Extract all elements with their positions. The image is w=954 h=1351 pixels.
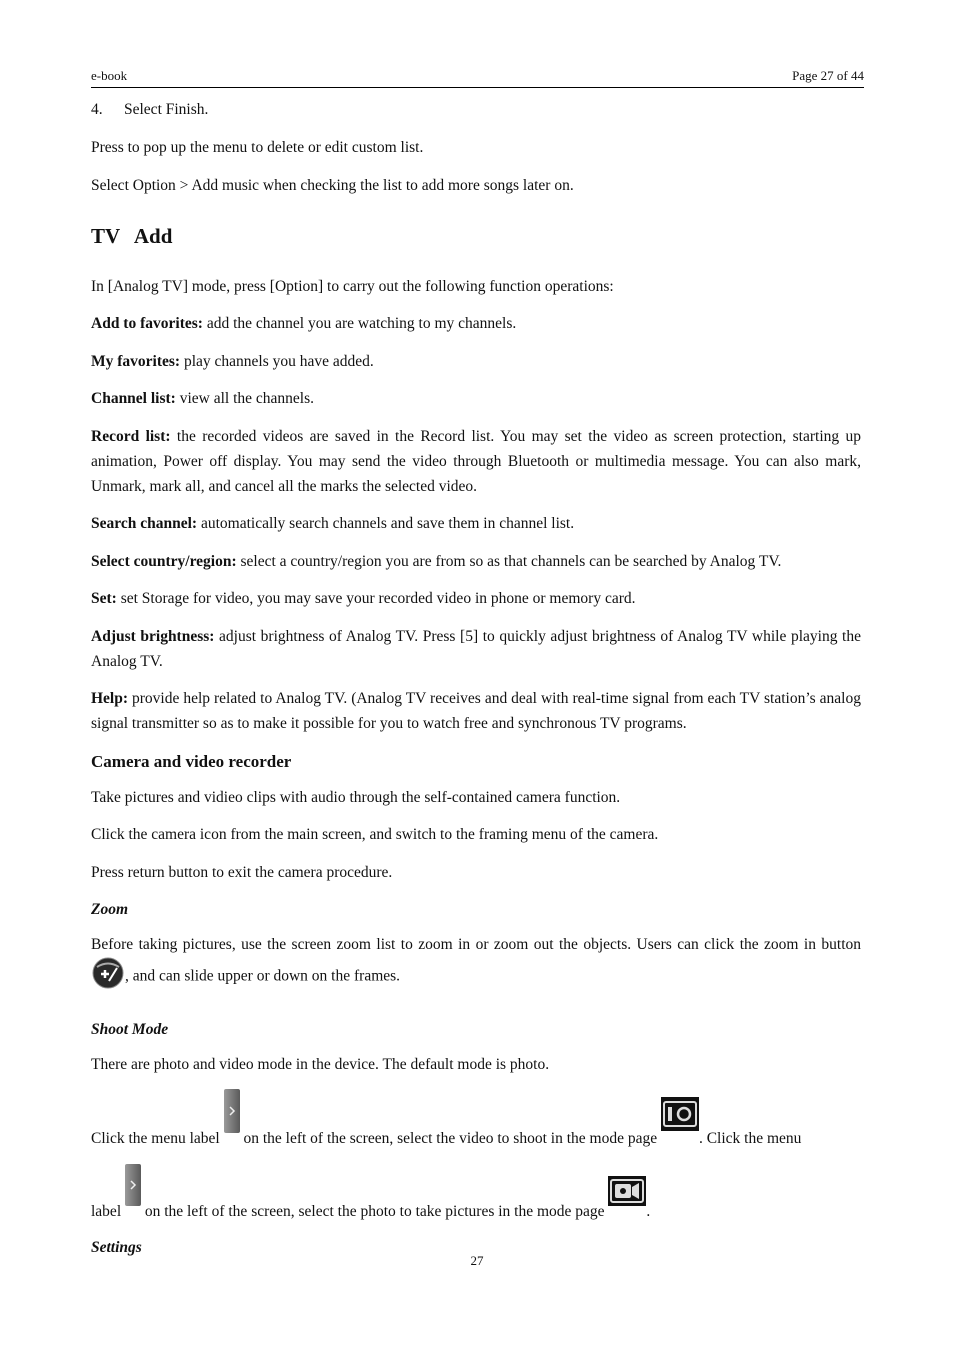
tv-item-term: Adjust brightness: bbox=[91, 627, 215, 645]
photo-mode-icon bbox=[661, 1097, 699, 1152]
step-text: Select Finish. bbox=[124, 101, 209, 118]
tv-item-text: provide help related to Analog TV. (Analog TV receives and deal with real-time signal from each TV station’s analog signal transmitter so as to make it possible for you to watch free and synchronous TV programs. bbox=[91, 690, 861, 732]
tv-intro: In [Analog TV] mode, press [Option] to carry out the following function operations: bbox=[91, 277, 614, 295]
shoot-mode-heading: Shoot Mode bbox=[91, 1021, 169, 1038]
tv-item-term: Set: bbox=[91, 590, 117, 607]
tv-item bbox=[91, 424, 861, 499]
settings-heading: Settings bbox=[91, 1239, 142, 1256]
camera-paragraph: Take pictures and vidieo clips with audio through the self-contained camera function. bbox=[91, 788, 621, 806]
tv-item-term: Channel list: bbox=[91, 390, 176, 407]
menu-tab-icon bbox=[224, 1089, 240, 1154]
shoot-text: . Click the menu bbox=[698, 1130, 802, 1147]
tv-item-term: Record list: bbox=[91, 427, 171, 445]
tv-heading: TV Add bbox=[91, 223, 173, 248]
shoot-text: on the left of the screen, select the video to shoot in the mode page bbox=[239, 1130, 661, 1147]
zoom-paragraph bbox=[91, 932, 861, 997]
intro-paragraph: Press to pop up the menu to delete or edit custom list. bbox=[91, 139, 424, 156]
shoot-text: Click the menu label bbox=[91, 1130, 224, 1147]
tv-item bbox=[91, 624, 861, 674]
tv-item bbox=[91, 586, 861, 611]
tv-item-text: automatically search channels and save them in channel list. bbox=[197, 515, 575, 532]
tv-item-text: adjust brightness of Analog TV. Press [5] to quickly adjust brightness of Analog TV while playing the Analog TV. bbox=[91, 627, 861, 670]
shoot-paragraph bbox=[91, 1164, 861, 1237]
intro-paragraph: Select Option > Add music when checking the list to add more songs later on. bbox=[91, 176, 574, 194]
tv-item-term: Help: bbox=[91, 690, 129, 707]
zoom-in-icon bbox=[91, 957, 125, 997]
tv-item-term: Search channel: bbox=[91, 515, 198, 532]
tv-item-text: play channels you have added. bbox=[180, 352, 374, 370]
tv-item bbox=[91, 686, 861, 736]
header-page-count: Page 27 of 44 bbox=[792, 68, 864, 83]
zoom-heading: Zoom bbox=[91, 901, 129, 918]
tv-item bbox=[91, 311, 861, 336]
tv-item-term: Add to favorites: bbox=[91, 315, 203, 332]
menu-tab-icon bbox=[125, 1164, 141, 1227]
camera-paragraph: Press return button to exit the camera procedure. bbox=[91, 863, 393, 881]
tv-item-text: the recorded videos are saved in the Record list. You may set the video as screen protection, starting up animation, Power off display. You may send the video through Bluetooth or multimedia message. You can also mark, Unmark, mark all, and cancel all the marks the selected video. bbox=[91, 427, 862, 495]
shoot-intro: There are photo and video mode in the device. The default mode is photo. bbox=[91, 1056, 550, 1073]
zoom-text: Before taking pictures, use the screen zoom list to zoom in or zoom out the objects. Users can click the zoom in button bbox=[91, 936, 861, 953]
step-number: 4. bbox=[91, 101, 103, 118]
header-title: e-book bbox=[91, 68, 128, 83]
shoot-text: . bbox=[646, 1203, 651, 1220]
zoom-text: , and can slide upper or down on the frames. bbox=[125, 967, 401, 985]
step-4 bbox=[91, 97, 861, 122]
page-content bbox=[91, 97, 861, 1270]
page-number: 27 bbox=[470, 1253, 484, 1268]
tv-item-term: My favorites: bbox=[91, 352, 181, 370]
shoot-text: on the left of the screen, select the photo to take pictures in the mode page bbox=[141, 1203, 609, 1220]
tv-item bbox=[91, 349, 861, 374]
tv-item-text: add the channel you are watching to my channels. bbox=[202, 315, 517, 332]
tv-item-text: view all the channels. bbox=[175, 390, 315, 407]
tv-item bbox=[91, 549, 861, 574]
tv-item-term: Select country/region: bbox=[91, 552, 237, 570]
tv-item-text: select a country/region you are from so as that channels can be searched by Analog TV. bbox=[236, 552, 782, 570]
tv-item-text: set Storage for video, you may save your recorded video in phone or memory card. bbox=[116, 590, 636, 607]
video-mode-icon bbox=[608, 1176, 646, 1227]
tv-item bbox=[91, 386, 861, 411]
shoot-text: label bbox=[91, 1203, 125, 1220]
page-header bbox=[91, 68, 864, 88]
camera-paragraph: Click the camera icon from the main screen, and switch to the framing menu of the camera. bbox=[91, 826, 659, 843]
camera-heading: Camera and video recorder bbox=[91, 751, 292, 771]
tv-item bbox=[91, 511, 861, 536]
shoot-paragraph bbox=[91, 1089, 861, 1164]
